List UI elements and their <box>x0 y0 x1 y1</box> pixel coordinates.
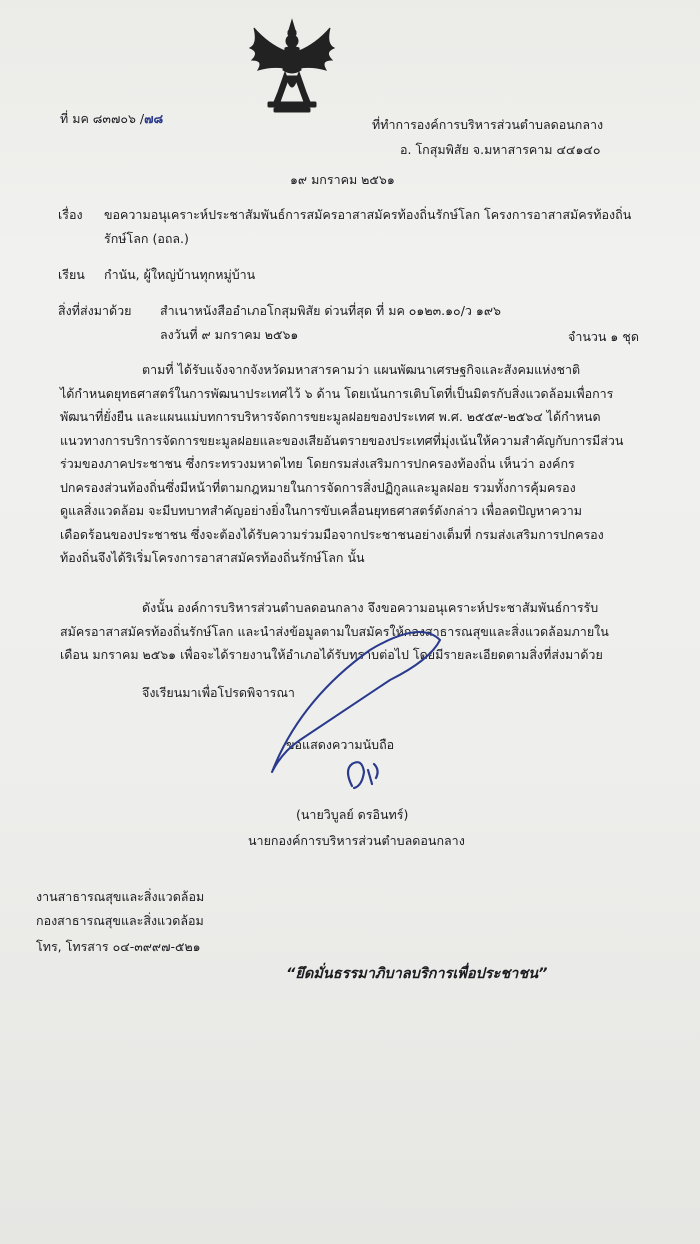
paragraph-line: ท้องถิ่นจึงได้ริเริ่มโครงการอาสาสมัครท้องถิ่นรักษ์โลก นั้น <box>60 550 365 565</box>
paragraph-line: สมัครอาสาสมัครท้องถิ่นรักษ์โลก และนำส่งข้อมูลตามใบสมัครให้กองสาธารณสุขและสิ่งแวดล้อมภายใน <box>60 623 609 639</box>
signer-title: นายกองค์การบริหารส่วนตำบลดอนกลาง <box>248 833 465 848</box>
footer-phone: โทร, โทรสาร ๐๔-๓๙๙๗-๕๒๑ <box>36 939 201 954</box>
paragraph-line: แนวทางการบริการจัดการขยะมูลฝอยและของเสียอันตรายของประเทศที่มุ่งเน้นให้ความสำคัญกับการมีส่วน <box>60 432 624 448</box>
subject-label: เรื่อง <box>58 207 83 222</box>
enclosure-date: ลงวันที่ ๙ มกราคม ๒๕๖๑ <box>160 327 299 342</box>
paragraph-line: เดือน มกราคม ๒๕๖๑ เพื่อจะได้รายงานให้อำเภอได้รับทราบต่อไป โดยมีรายละเอียดตามสิ่งที่ส่งมาด้วย <box>60 647 603 662</box>
paragraph-line: พัฒนาที่ยั่งยืน และแผนแม่บทการบริหารจัดการขยะมูลฝอยของประเทศ พ.ศ. ๒๕๕๙-๒๕๖๔ ได้กำหนด <box>60 409 601 424</box>
reference-number-handwritten: ๗๘ <box>144 111 164 126</box>
paragraph-line: ปกครองส่วนท้องถิ่นซึ่งมีหน้าที่ตามกฎหมายในการจัดการสิ่งปฏิกูลและมูลฝอย รวมทั้งการคุ้มครอง <box>60 479 576 495</box>
to-label: เรียน <box>58 267 85 282</box>
footer-department-2: กองสาธารณสุขและสิ่งแวดล้อม <box>36 913 204 928</box>
reference-number <box>60 110 163 128</box>
paragraph-line: ตามที่ ได้รับแจ้งจากจังหวัดมหาสารคามว่า แผนพัฒนาเศรษฐกิจและสังคมแห่งชาติ <box>142 362 581 377</box>
reference-number-printed: ที่ มค ๘๓๗๐๖ / <box>60 111 145 126</box>
letter-date: ๑๙ มกราคม ๒๕๖๑ <box>290 172 395 187</box>
subject-line-2: รักษ์โลก (อถล.) <box>104 231 189 246</box>
paragraph-line: ดังนั้น องค์การบริหารส่วนตำบลดอนกลาง จึงขอความอนุเคราะห์ประชาสัมพันธ์การรับ <box>142 600 599 615</box>
paragraph-line: ร่วมของภาคประชาชน ซึ่งกระทรวงมหาดไทย โดยกรมส่งเสริมการปกครองท้องถิ่น เห็นว่า องค์กร <box>60 456 575 471</box>
closing-request: จึงเรียนมาเพื่อโปรดพิจารณา <box>142 685 295 700</box>
motto: “ยึดมั่นธรรมาภิบาลบริการเพื่อประชาชน” <box>286 966 548 982</box>
garuda-emblem-icon <box>244 18 340 118</box>
paragraph-line: ได้กำหนดยุทธศาสตร์ในการพัฒนาประเทศไว้ ๖ ด้าน โดยเน้นการเติบโตที่เป็นมิตรกับสิ่งแวดล้อมเพื่อการ <box>60 385 614 401</box>
subject-line-1: ขอความอนุเคราะห์ประชาสัมพันธ์การสมัครอาสาสมัครท้องถิ่นรักษ์โลก โครงการอาสาสมัครท้องถิ่น <box>104 207 632 222</box>
office-name: ที่ทำการองค์การบริหารส่วนตำบลดอนกลาง <box>372 117 604 132</box>
to-recipients: กำนัน, ผู้ใหญ่บ้านทุกหมู่บ้าน <box>104 267 256 282</box>
footer-department-1: งานสาธารณสุขและสิ่งแวดล้อม <box>36 889 205 904</box>
closing-salutation: ขอแสดงความนับถือ <box>286 737 395 752</box>
body-paragraph-2 <box>60 596 660 667</box>
signer-name: (นายวิบูลย์ ดรอินทร์) <box>296 807 409 822</box>
office-address: อ. โกสุมพิสัย จ.มหาสารคาม ๔๔๑๔๐ <box>400 142 601 157</box>
body-paragraph-1 <box>60 358 660 570</box>
paragraph-line: ดูแลสิ่งแวดล้อม จะมีบทบาทสำคัญอย่างยิ่งในการขับเคลื่อนยุทธศาสตร์ดังกล่าว เพื่อลดปัญหาความ <box>60 503 582 518</box>
enclosure-text: สำเนาหนังสืออำเภอโกสุมพิสัย ด่วนที่สุด ที่ มค ๐๑๒๓.๑๐/ว ๑๙๖ <box>160 303 501 318</box>
enclosure-quantity: จำนวน ๑ ชุด <box>568 329 639 344</box>
enclosure-label: สิ่งที่ส่งมาด้วย <box>58 303 132 318</box>
paragraph-line: เดือดร้อนของประชาชน ซึ่งจะต้องได้รับความร่วมมือจากประชาชนอย่างเต็มที่ กรมส่งเสริมการปกครอง <box>60 526 604 542</box>
